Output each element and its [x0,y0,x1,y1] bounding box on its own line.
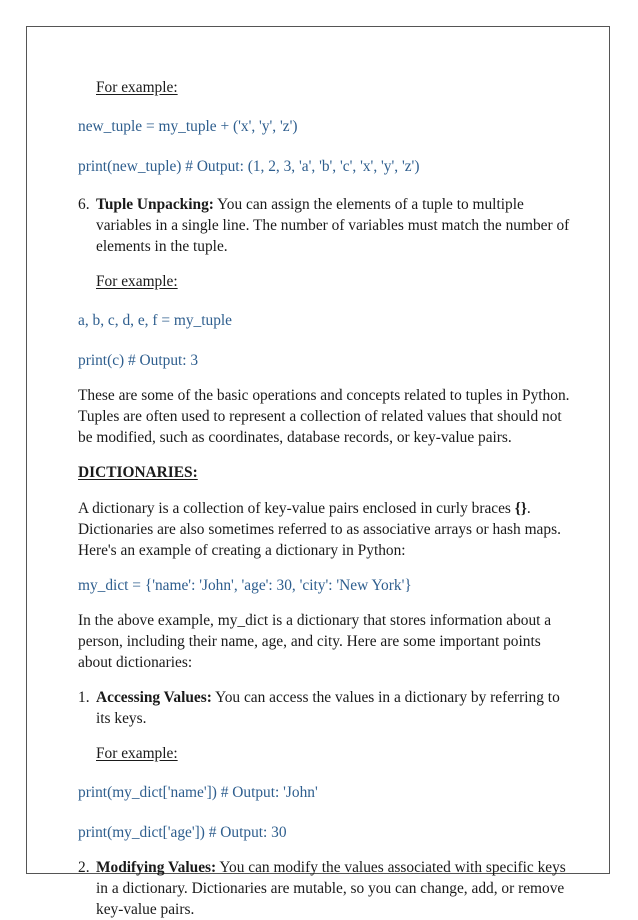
code-new-tuple: new_tuple = my_tuple + ('x', 'y', 'z') [78,118,298,135]
term-accessing-values: Accessing Values: [96,689,212,706]
paragraph-line: person, including their name, age, and city. Here are some important points [78,633,541,650]
term-modifying-values: Modifying Values: [96,859,217,876]
braces-text: {} [514,500,527,517]
term-tuple-unpacking: Tuple Unpacking: [96,196,214,213]
item-text: elements in the tuple. [96,238,228,255]
document-body [78,77,568,920]
code-unpack: a, b, c, d, e, f = my_tuple [78,312,232,329]
text-run: A dictionary is a collection of key-value pairs enclosed in curly braces [78,500,515,517]
paragraph-line: Dictionaries are also sometimes referred to as associative arrays or hash maps. [78,521,561,538]
example-label: For example: [96,273,178,290]
item-text: You can assign the elements of a tuple to multiple [213,196,524,213]
item-text: You can access the values in a dictionary by referring to [211,689,560,706]
list-item-modifying-values [78,857,568,920]
dict-intro-paragraph [78,498,568,561]
paragraph-line: In the above example, my_dict is a dictionary that stores information about a [78,612,552,629]
text-run: . [526,500,531,517]
list-item-tuple-unpacking [78,194,568,257]
list-item-accessing-values [78,687,568,729]
paragraph-line: be modified, such as coordinates, database records, or key-value pairs. [78,429,512,446]
example-label: For example: [96,79,178,96]
item-text: variables in a single line. The number of variables must match the number of [96,217,570,234]
paragraph-line: Tuples are often used to represent a collection of related values that should not [78,408,562,425]
code-print-age: print(my_dict['age']) # Output: 30 [78,824,287,841]
section-heading: DICTIONARIES: [78,464,198,481]
summary-paragraph [78,385,568,448]
item-text: its keys. [96,710,147,727]
paragraph-line: about dictionaries: [78,654,193,671]
list-number: 6. [78,196,90,213]
list-number: 2. [78,859,90,876]
code-my-dict: my_dict = {'name': 'John', 'age': 30, 'city': 'New York'} [78,577,412,594]
paragraph-line: These are some of the basic operations and concepts related to tuples in Python. [78,387,570,404]
code-print-c: print(c) # Output: 3 [78,352,199,369]
item-text: key-value pairs. [96,901,195,918]
item-text: in a dictionary. Dictionaries are mutable, so you can change, add, or remove [96,880,565,897]
dict-explain-paragraph [78,610,568,673]
example-label: For example: [96,745,178,762]
list-number: 1. [78,689,90,706]
item-text: You can modify the values associated with specific keys [216,859,566,876]
code-print-new-tuple: print(new_tuple) # Output: (1, 2, 3, 'a', 'b', 'c', 'x', 'y', 'z') [78,158,420,175]
paragraph-line: Here's an example of creating a dictionary in Python: [78,542,406,559]
code-print-name: print(my_dict['name']) # Output: 'John' [78,784,318,801]
paragraph-line [78,498,568,519]
